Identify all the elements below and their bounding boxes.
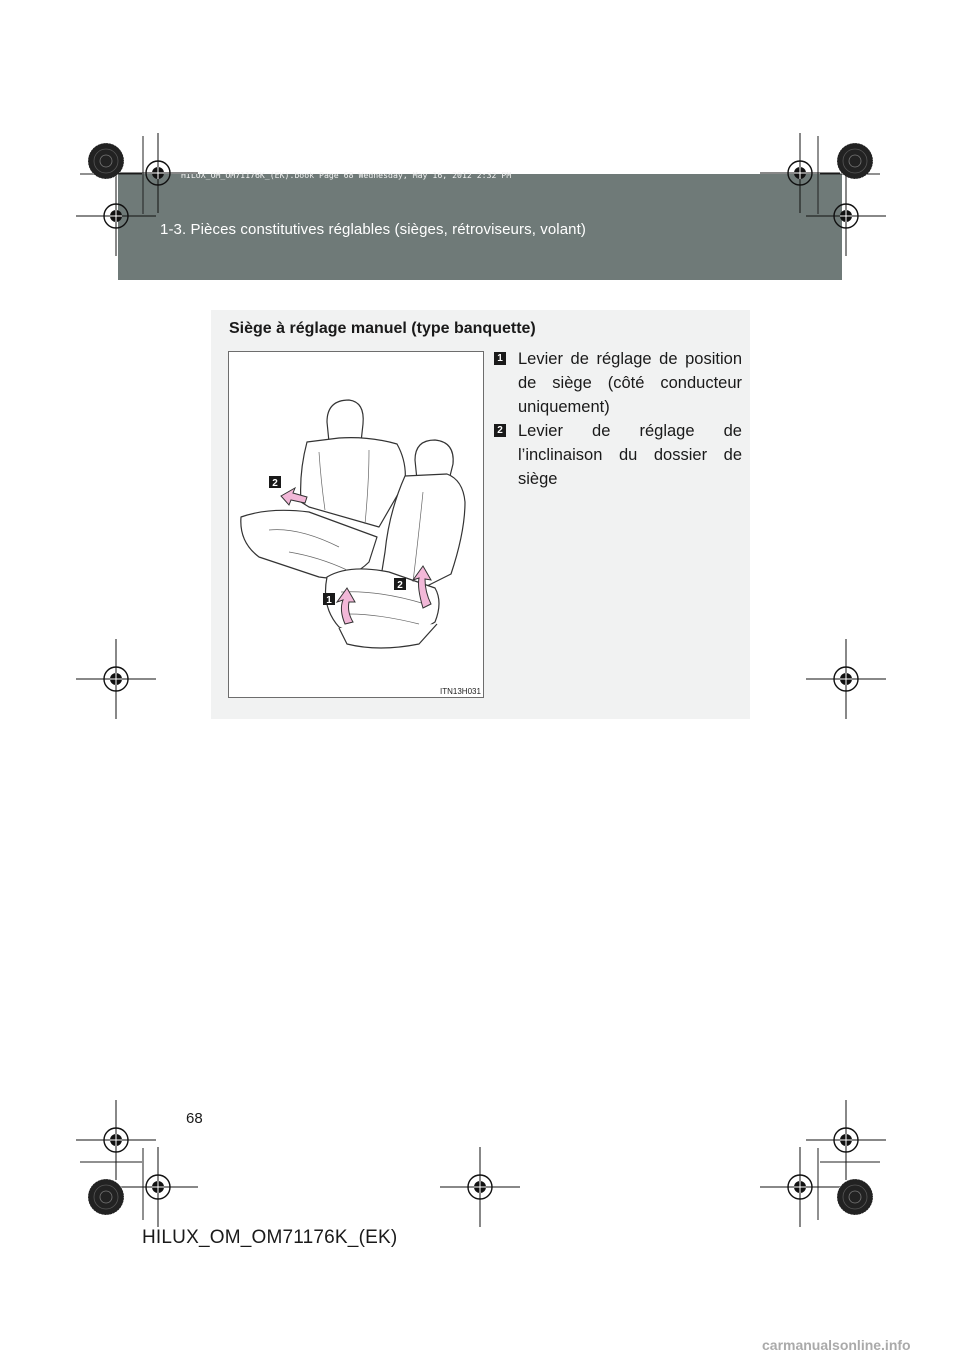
item-text: Levier de réglage de l’inclinaison du dossier de siège bbox=[518, 422, 742, 488]
crosshair-icon bbox=[806, 1100, 886, 1180]
item-number-badge: 1 bbox=[494, 352, 506, 365]
panel-title: Siège à réglage manuel (type banquette) bbox=[229, 320, 536, 337]
list-item bbox=[494, 347, 742, 419]
callout-2-front: 2 bbox=[397, 580, 403, 591]
crosshair-icon bbox=[118, 1147, 198, 1227]
print-stamp: HILUX_OM_OM71176K_(EK).book Page 68 Wednesday, May 16, 2012 2:32 PM bbox=[181, 170, 512, 180]
page-number: 68 bbox=[186, 1110, 203, 1127]
registration-star-icon bbox=[88, 143, 124, 179]
crosshair-icon bbox=[760, 1147, 840, 1227]
registration-star-icon bbox=[837, 143, 873, 179]
document-code: HILUX_OM_OM71176K_(EK) bbox=[142, 1227, 398, 1248]
callout-1: 1 bbox=[326, 595, 332, 606]
item-text: Levier de réglage de position de siège (côté conducteur uniquement) bbox=[518, 350, 742, 416]
watermark: carmanualsonline.info bbox=[762, 1337, 911, 1353]
item-number-badge: 2 bbox=[494, 424, 506, 437]
crosshair-icon bbox=[76, 1100, 156, 1180]
crosshair-icon bbox=[118, 133, 198, 213]
crosshair-icon bbox=[76, 176, 156, 256]
crosshair-icon bbox=[806, 176, 886, 256]
registration-star-icon bbox=[837, 1179, 873, 1215]
callout-2-rear: 2 bbox=[272, 478, 278, 489]
figure-code: ITN13H031 bbox=[440, 687, 481, 696]
seat-illustration bbox=[228, 351, 484, 698]
crosshair-icon bbox=[76, 639, 156, 719]
crosshair-icon bbox=[760, 133, 840, 213]
section-title: 1-3. Pièces constitutives réglables (sièges, rétroviseurs, volant) bbox=[160, 221, 586, 238]
bench-seat-drawing bbox=[229, 352, 483, 697]
list-item bbox=[494, 419, 742, 491]
registration-star-icon bbox=[88, 1179, 124, 1215]
crosshair-icon bbox=[806, 639, 886, 719]
crosshair-icon bbox=[440, 1147, 520, 1227]
